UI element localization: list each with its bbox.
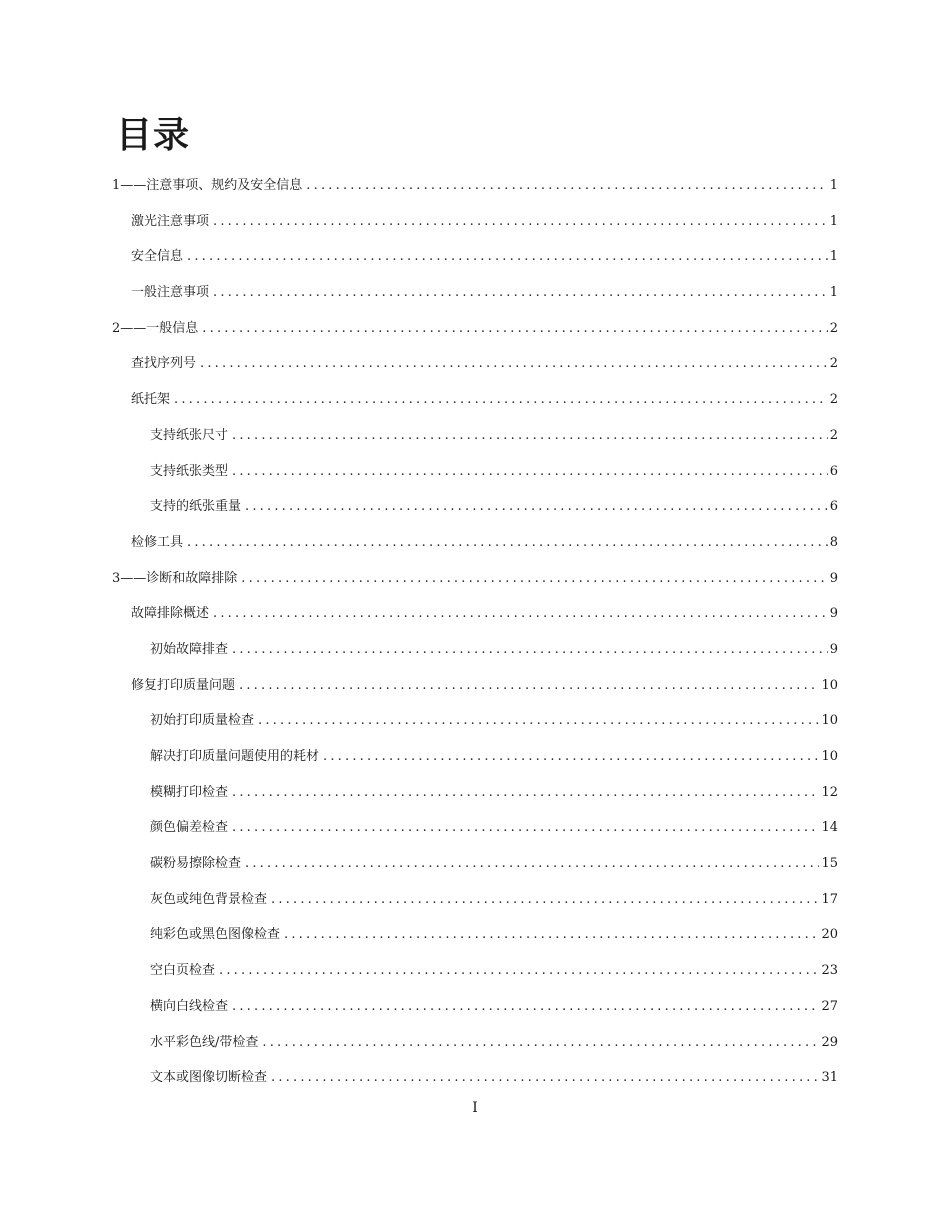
toc-entry-page: 29 [821,1034,838,1050]
toc-entry[interactable] [112,1025,838,1061]
toc-entry-label: 横向白线检查 [150,998,229,1014]
toc-entry-label: 水平彩色线/带检查 [150,1034,259,1050]
toc-entry[interactable] [112,454,838,490]
toc-entry-label: 检修工具 [131,534,184,550]
toc-entry[interactable] [112,953,838,989]
page-number: I [472,1100,478,1116]
toc-dot-leader [213,275,828,311]
toc-dot-leader [200,346,828,382]
toc-dot-leader [323,739,819,775]
toc-entry-label: 文本或图像切断检查 [150,1070,268,1086]
toc-dot-leader [213,204,828,240]
toc-dot-leader [232,810,819,846]
toc-entry-page: 2 [829,427,838,443]
toc-dot-leader [187,525,828,561]
toc-entry-label: 支持纸张尺寸 [150,427,229,443]
toc-entry-label: 一般注意事项 [131,285,210,301]
toc-entry-page: 9 [829,570,838,586]
toc-entry[interactable] [112,346,838,382]
toc-entry-label: 初始故障排查 [150,641,229,657]
toc-dot-leader [232,418,828,454]
toc-entry-label: 安全信息 [131,249,184,265]
toc-entry-page: 10 [821,713,838,729]
toc-dot-leader [232,632,828,668]
toc-entry-page: 1 [829,178,838,193]
toc-entry-label: 3——诊断和故障排除 [112,570,238,586]
toc-entry-label: 颜色偏差检查 [150,820,229,836]
toc-dot-leader [239,668,819,704]
toc-entry-label: 空白页检查 [150,963,216,979]
toc-entry[interactable] [112,275,838,311]
toc-dot-leader [232,775,819,811]
toc-dot-leader [241,561,827,597]
toc-entry-page: 9 [829,641,838,657]
toc-entry-page: 12 [821,784,838,800]
toc-entry-page: 14 [821,820,838,836]
toc-entry[interactable] [112,810,838,846]
toc-dot-leader [262,1025,819,1061]
toc-dot-leader [174,382,828,418]
toc-entry-label: 1——注意事项、规约及安全信息 [112,178,303,193]
toc-dot-leader [202,311,827,347]
toc-entry-page: 2 [829,392,838,408]
toc-entry-page: 1 [829,285,838,301]
toc-entry[interactable] [112,596,838,632]
toc-entry[interactable] [112,382,838,418]
toc-dot-leader [213,596,828,632]
toc-entry-page: 1 [829,249,838,265]
toc-entry-label: 故障排除概述 [131,606,210,622]
toc-entry-label: 2——一般信息 [112,320,199,336]
toc-dot-leader [271,1060,819,1096]
toc-entry-label: 查找序列号 [131,356,197,372]
toc-entry[interactable] [112,989,838,1025]
toc-entry-page: 31 [821,1070,838,1086]
toc-entry-page: 2 [829,356,838,372]
toc-entry-label: 碳粉易擦除检查 [150,856,242,872]
toc-entry-label: 激光注意事项 [131,213,210,229]
toc-dot-leader [187,239,828,275]
toc-entry[interactable] [112,561,838,597]
toc-entry-page: 8 [829,534,838,550]
toc-entry-label: 初始打印质量检查 [150,713,255,729]
toc-dot-leader [232,989,819,1025]
toc-dot-leader [271,882,819,918]
toc-entry-page: 9 [829,606,838,622]
toc-entry-label: 纯彩色或黑色图像检查 [150,927,281,943]
toc-entry[interactable] [112,882,838,918]
toc-entry-page: 17 [821,891,838,907]
toc-dot-leader [232,454,828,490]
toc-dot-leader [245,846,819,882]
toc-entry[interactable] [112,668,838,704]
toc-entry[interactable] [112,775,838,811]
toc-entry-label: 修复打印质量问题 [131,677,236,693]
toc-entry[interactable] [112,739,838,775]
toc-entry-page: 15 [821,856,838,872]
toc-entry-label: 支持纸张类型 [150,463,229,479]
toc-entry-label: 模糊打印检查 [150,784,229,800]
toc-entry-page: 10 [821,749,838,764]
toc-dot-leader [306,168,827,204]
toc-entry[interactable] [112,1060,838,1096]
toc-entry-page: 6 [829,463,838,479]
toc-dot-leader [258,703,819,739]
toc-entry[interactable] [112,917,838,953]
toc-entry-page: 6 [829,499,838,515]
toc-entry-page: 10 [821,677,838,693]
toc-entry[interactable] [112,239,838,275]
toc-entry[interactable] [112,204,838,240]
toc-entry[interactable] [112,418,838,454]
toc-entry-page: 23 [821,963,838,979]
page-title: 目录 [116,115,191,156]
toc-entry[interactable] [112,632,838,668]
toc-entry-page: 2 [829,320,838,336]
toc-dot-leader [284,917,819,953]
toc-entry-label: 纸托架 [131,392,171,408]
toc-entry[interactable] [112,311,838,347]
toc-entry[interactable] [112,846,838,882]
toc-entry-page: 27 [821,998,838,1014]
toc-entry[interactable] [112,168,838,204]
toc-dot-leader [219,953,819,989]
toc-entry-page: 1 [829,213,838,229]
table-of-contents [112,168,838,1096]
toc-entry-page: 20 [821,927,838,943]
toc-entry[interactable] [112,489,838,525]
toc-entry-label: 支持的纸张重量 [150,499,242,515]
toc-entry-label: 灰色或纯色背景检查 [150,891,268,907]
toc-entry[interactable] [112,703,838,739]
toc-entry-label: 解决打印质量问题使用的耗材 [150,749,320,764]
toc-dot-leader [245,489,828,525]
toc-entry[interactable] [112,525,838,561]
